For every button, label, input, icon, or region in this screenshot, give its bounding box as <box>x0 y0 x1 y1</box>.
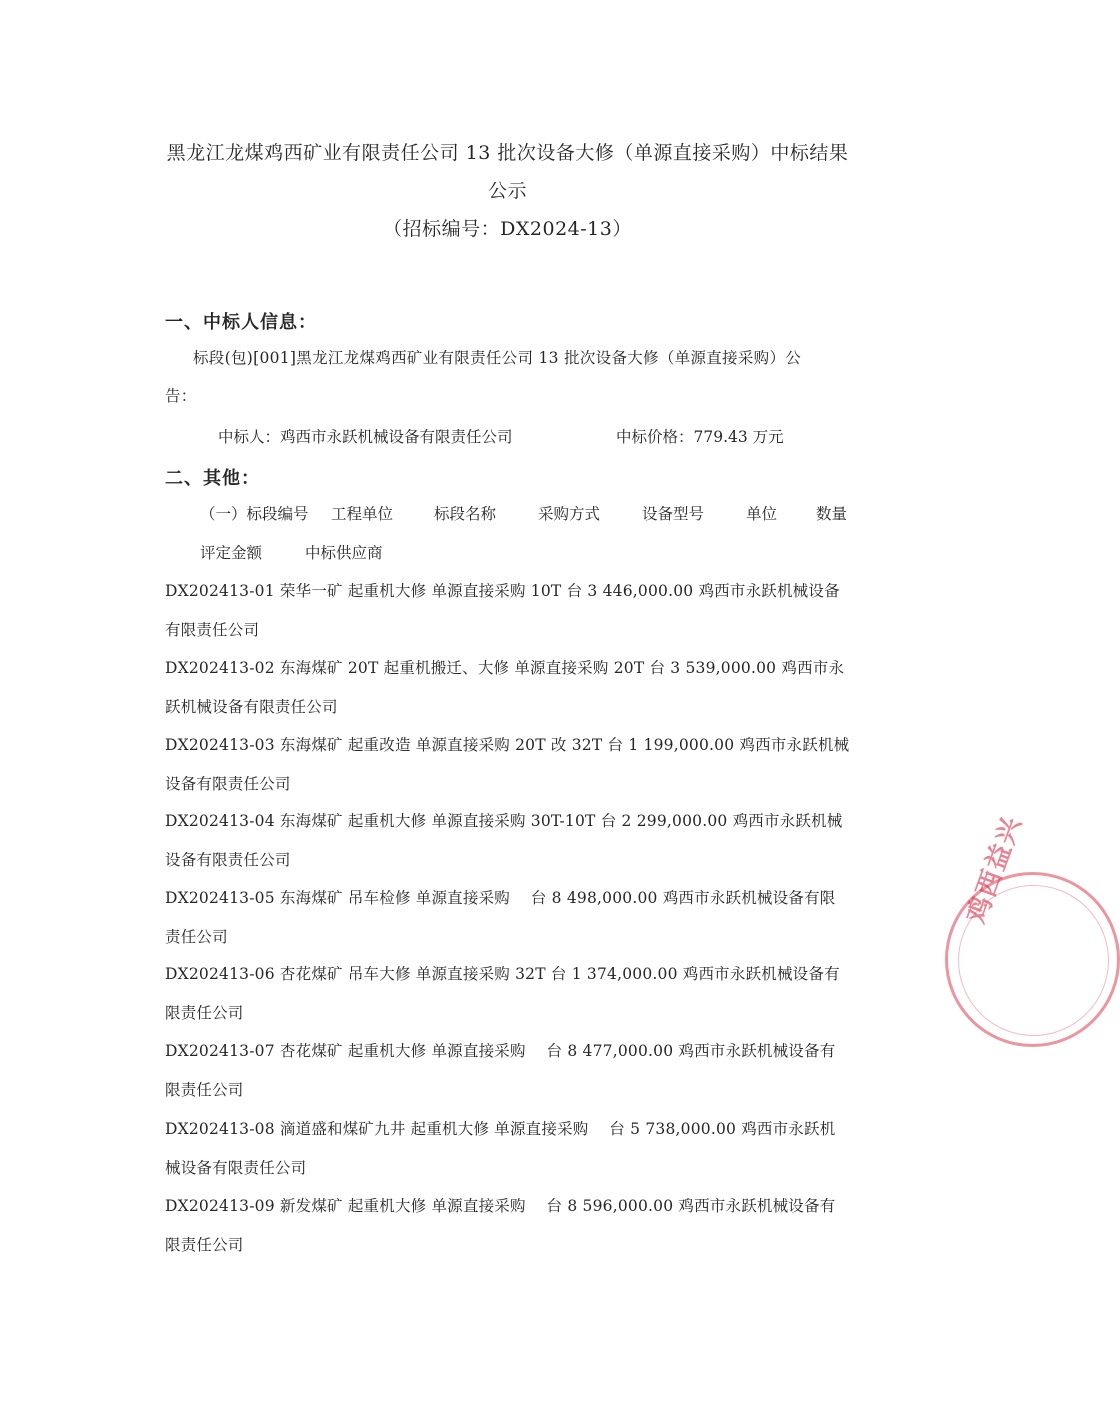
lot-line1: DX202413-07 杏花煤矿 起重机大修 单源直接采购 台 8 477,000.00 鸡西市永跃机械设备有 <box>165 1042 836 1060</box>
lot-line1: DX202413-01 荣华一矿 起重机大修 单源直接采购 10T 台 3 446,000.00 鸡西市永跃机械设备 <box>165 582 840 600</box>
header-evaluated-amount: 评定金额 <box>200 544 263 562</box>
lot-item <box>165 1187 855 1264</box>
header-quantity: 数量 <box>816 505 848 523</box>
lot-item <box>165 1110 855 1187</box>
lot-line1: DX202413-02 东海煤矿 20T 起重机搬迁、大修 单源直接采购 20T 台 3 539,000.00 鸡西市永 <box>165 659 845 677</box>
lot-line1: DX202413-06 杏花煤矿 吊车大修 单源直接采购 32T 台 1 374,000.00 鸡西市永跃机械设备有 <box>165 965 840 983</box>
header-equipment-model: 设备型号 <box>642 505 705 523</box>
winner-intro-line1: 标段(包)[001]黑龙江龙煤鸡西矿业有限责任公司 13 批次设备大修（单源直接采购）公 <box>193 349 802 367</box>
lot-line1: DX202413-08 滴道盛和煤矿九井 起重机大修 单源直接采购 台 5 738,000.00 鸡西市永跃机 <box>165 1120 836 1138</box>
lot-line2: 限责任公司 <box>165 1235 244 1254</box>
lot-line2: 跃机械设备有限责任公司 <box>165 697 338 716</box>
lot-item <box>165 1032 855 1109</box>
lot-line2: 械设备有限责任公司 <box>165 1158 307 1177</box>
winner-info-row <box>218 424 784 450</box>
lot-item <box>165 572 855 649</box>
document-title-line1: 黑龙江龙煤鸡西矿业有限责任公司 13 批次设备大修（单源直接采购）中标结果 <box>166 142 849 164</box>
winner-intro <box>165 339 855 415</box>
lot-item <box>165 726 855 803</box>
document-title-line2: 公示 <box>487 180 527 202</box>
lot-line2: 设备有限责任公司 <box>165 774 291 793</box>
lot-line2: 有限责任公司 <box>165 620 260 639</box>
lot-line1: DX202413-09 新发煤矿 起重机大修 单源直接采购 台 8 596,000.00 鸡西市永跃机械设备有 <box>165 1197 836 1215</box>
seal-text: 鸡西益兴 <box>961 811 1029 928</box>
section-other-heading: 二、其他： <box>165 468 260 489</box>
lot-line1: DX202413-03 东海煤矿 起重改造 单源直接采购 20T 改 32T 台 1 199,000.00 鸡西市永跃机械 <box>165 736 850 754</box>
lot-item <box>165 879 855 956</box>
winner-name: 中标人：鸡西市永跃机械设备有限责任公司 <box>218 428 513 446</box>
lot-line2: 限责任公司 <box>165 1080 244 1099</box>
winner-intro-line2: 告： <box>165 387 197 405</box>
tender-number: （招标编号：DX2024-13） <box>383 218 632 240</box>
lot-line2: 责任公司 <box>165 927 228 946</box>
header-procurement-method: 采购方式 <box>538 505 601 523</box>
header-lot-name: 标段名称 <box>434 505 497 523</box>
winner-price: 中标价格：779.43 万元 <box>616 428 784 446</box>
lot-item <box>165 955 855 1032</box>
lot-line1: DX202413-05 东海煤矿 吊车检修 单源直接采购 台 8 498,000.00 鸡西市永跃机械设备有限 <box>165 889 836 907</box>
lot-line2: 限责任公司 <box>165 1003 244 1022</box>
header-winning-supplier: 中标供应商 <box>305 544 383 562</box>
header-lot-number: （一）标段编号 <box>200 505 309 523</box>
lot-line2: 设备有限责任公司 <box>165 850 291 869</box>
company-seal-stamp <box>945 811 1120 1047</box>
section-winner-heading: 一、中标人信息： <box>165 312 317 333</box>
header-project-unit: 工程单位 <box>331 505 394 523</box>
lot-item <box>165 649 855 726</box>
header-unit: 单位 <box>746 505 778 523</box>
lot-item <box>165 802 855 879</box>
lot-line1: DX202413-04 东海煤矿 起重机大修 单源直接采购 30T-10T 台 2 299,000.00 鸡西市永跃机械 <box>165 812 843 830</box>
